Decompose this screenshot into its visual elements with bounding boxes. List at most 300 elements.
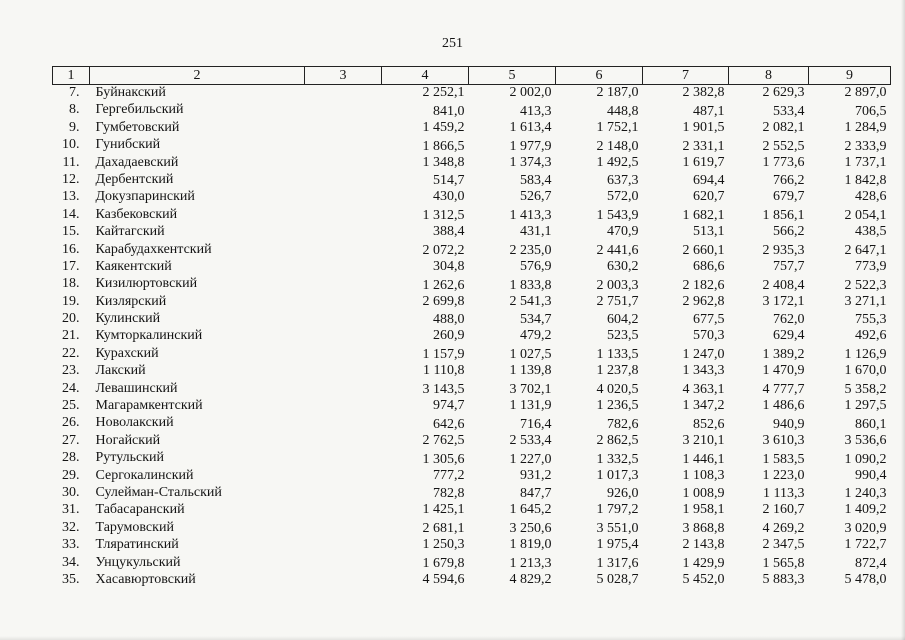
value-col-9: 1 409,2 xyxy=(844,502,887,518)
value-col-7: 3 868,8 xyxy=(682,521,725,537)
value-col-6: 782,6 xyxy=(607,416,639,432)
value-col-7: 2 962,8 xyxy=(682,293,725,309)
value-col-6: 2 187,0 xyxy=(596,85,639,100)
district-name: Магарамкентский xyxy=(95,398,203,414)
value-col-4: 1 679,8 xyxy=(422,555,465,571)
value-col-8: 3 172,1 xyxy=(762,293,805,309)
district-name: Казбековский xyxy=(95,206,178,222)
empty-cell xyxy=(305,102,382,119)
value-col-6: 2 148,0 xyxy=(596,138,639,154)
value-col-4: 4 594,6 xyxy=(422,571,465,587)
value-col-6: 572,0 xyxy=(607,189,639,205)
value-col-5: 1 645,2 xyxy=(509,502,552,518)
table-row xyxy=(53,294,891,311)
empty-cell xyxy=(305,381,382,398)
row-number: 15. xyxy=(62,224,80,240)
value-col-7: 1 429,9 xyxy=(682,555,725,571)
value-col-9: 428,6 xyxy=(855,189,887,205)
value-col-5: 583,4 xyxy=(520,173,552,189)
value-col-6: 1 236,5 xyxy=(596,398,639,414)
value-col-7: 2 182,6 xyxy=(682,277,725,293)
value-col-4: 974,7 xyxy=(433,398,465,414)
value-col-6: 1 797,2 xyxy=(596,502,639,518)
value-col-7: 1 108,3 xyxy=(682,467,725,483)
value-col-6: 1 133,5 xyxy=(596,347,639,363)
value-col-9: 1 297,5 xyxy=(844,398,887,414)
district-name: Новолакский xyxy=(95,415,174,431)
value-col-9: 1 090,2 xyxy=(844,451,887,467)
value-col-4: 642,6 xyxy=(433,416,465,432)
row-number: 28. xyxy=(62,450,80,466)
value-col-9: 5 358,2 xyxy=(844,382,887,398)
table-row xyxy=(53,207,891,224)
empty-cell xyxy=(305,242,382,259)
value-col-6: 1 543,9 xyxy=(596,208,639,224)
value-col-4: 2 681,1 xyxy=(422,521,465,537)
district-name: Кизилюртовский xyxy=(95,276,198,292)
value-col-8: 1 856,1 xyxy=(762,208,805,224)
value-col-6: 1 237,8 xyxy=(596,363,639,379)
empty-cell xyxy=(305,450,382,467)
row-number: 25. xyxy=(62,398,80,414)
value-col-5: 1 374,3 xyxy=(509,154,552,170)
value-col-6: 448,8 xyxy=(607,103,639,119)
value-col-5: 2 002,0 xyxy=(509,85,552,100)
value-col-4: 1 305,6 xyxy=(422,451,465,467)
row-number: 10. xyxy=(62,137,80,153)
value-col-9: 438,5 xyxy=(855,224,887,240)
table-row xyxy=(53,381,891,398)
value-col-7: 852,6 xyxy=(693,416,725,432)
value-col-9: 2 522,3 xyxy=(844,277,887,293)
district-name: Сулейман-Стальский xyxy=(95,484,222,500)
table-row xyxy=(53,398,891,415)
table-row xyxy=(53,555,891,572)
row-number: 7. xyxy=(69,85,80,100)
empty-cell xyxy=(305,259,382,276)
value-col-5: 931,2 xyxy=(520,467,552,483)
value-col-9: 1 126,9 xyxy=(844,347,887,363)
value-col-7: 5 452,0 xyxy=(682,571,725,587)
district-name: Дербентский xyxy=(95,171,174,187)
value-col-8: 940,9 xyxy=(773,416,805,432)
empty-cell xyxy=(305,294,382,311)
value-col-7: 1 008,9 xyxy=(682,486,725,502)
district-name: Унцукульский xyxy=(95,554,181,570)
value-col-8: 5 883,3 xyxy=(762,571,805,587)
value-col-5: 431,1 xyxy=(520,224,552,240)
district-name: Каякентский xyxy=(95,258,172,274)
value-col-8: 1 470,9 xyxy=(762,363,805,379)
value-col-6: 630,2 xyxy=(607,258,639,274)
value-col-7: 2 331,1 xyxy=(682,138,725,154)
district-name: Табасаранский xyxy=(95,502,185,518)
empty-cell xyxy=(305,502,382,519)
empty-cell xyxy=(305,363,382,380)
value-col-7: 1 347,2 xyxy=(682,398,725,414)
table-row xyxy=(53,502,891,519)
value-col-8: 2 160,7 xyxy=(762,502,805,518)
value-col-4: 1 250,3 xyxy=(422,537,465,553)
value-col-8: 757,7 xyxy=(773,258,805,274)
value-col-6: 2 862,5 xyxy=(596,432,639,448)
column-header-7: 7 xyxy=(643,67,729,85)
value-col-4: 2 699,8 xyxy=(422,293,465,309)
value-col-5: 847,7 xyxy=(520,486,552,502)
value-col-8: 679,7 xyxy=(773,189,805,205)
value-col-6: 2 003,3 xyxy=(596,277,639,293)
district-name: Карабудахкентский xyxy=(95,241,212,257)
value-col-5: 1 213,3 xyxy=(509,555,552,571)
value-col-5: 4 829,2 xyxy=(509,571,552,587)
value-col-4: 1 348,8 xyxy=(422,154,465,170)
district-name: Гумбетовский xyxy=(95,119,180,135)
value-col-7: 570,3 xyxy=(693,328,725,344)
value-col-8: 629,4 xyxy=(773,328,805,344)
value-col-5: 3 702,1 xyxy=(509,382,552,398)
table-row xyxy=(53,485,891,502)
value-col-9: 3 536,6 xyxy=(844,432,887,448)
value-col-4: 304,8 xyxy=(433,258,465,274)
value-col-5: 1 833,8 xyxy=(509,277,552,293)
district-name: Тарумовский xyxy=(95,519,174,535)
column-header-6: 6 xyxy=(556,67,643,85)
value-col-4: 1 866,5 xyxy=(422,138,465,154)
empty-cell xyxy=(305,224,382,241)
value-col-4: 430,0 xyxy=(433,189,465,205)
value-col-6: 3 551,0 xyxy=(596,521,639,537)
row-number: 23. xyxy=(62,363,80,379)
column-header-2: 2 xyxy=(90,67,305,85)
row-number: 30. xyxy=(62,484,80,500)
empty-cell xyxy=(305,207,382,224)
value-col-5: 1 613,4 xyxy=(509,119,552,135)
empty-cell xyxy=(305,189,382,206)
value-col-6: 1 975,4 xyxy=(596,537,639,553)
district-name: Рутульский xyxy=(95,450,164,466)
column-header-9: 9 xyxy=(809,67,891,85)
value-col-6: 2 751,7 xyxy=(596,293,639,309)
row-number: 32. xyxy=(62,519,80,535)
value-col-5: 2 235,0 xyxy=(509,242,552,258)
row-number: 22. xyxy=(62,345,80,361)
row-number: 33. xyxy=(62,537,80,553)
district-name: Докузпаринский xyxy=(95,189,195,205)
value-col-5: 2 533,4 xyxy=(509,432,552,448)
empty-cell xyxy=(305,311,382,328)
district-name: Кизлярский xyxy=(95,293,167,309)
row-number: 21. xyxy=(62,328,80,344)
value-col-6: 5 028,7 xyxy=(596,571,639,587)
empty-cell xyxy=(305,537,382,554)
column-header-4: 4 xyxy=(382,67,469,85)
column-header-3: 3 xyxy=(305,67,382,85)
table-body xyxy=(53,85,891,590)
table-row xyxy=(53,120,891,137)
value-col-4: 841,0 xyxy=(433,103,465,119)
district-name: Сергокалинский xyxy=(95,467,194,483)
table-row xyxy=(53,224,891,241)
empty-cell xyxy=(305,398,382,415)
row-number: 24. xyxy=(62,380,80,396)
row-number: 27. xyxy=(62,432,80,448)
value-col-5: 1 819,0 xyxy=(509,537,552,553)
value-col-7: 686,6 xyxy=(693,258,725,274)
value-col-4: 1 459,2 xyxy=(422,119,465,135)
value-col-9: 492,6 xyxy=(855,328,887,344)
value-col-9: 3 271,1 xyxy=(844,293,887,309)
value-col-8: 2 629,3 xyxy=(762,85,805,100)
value-col-8: 1 223,0 xyxy=(762,467,805,483)
value-col-9: 773,9 xyxy=(855,258,887,274)
value-col-7: 1 619,7 xyxy=(682,154,725,170)
row-number: 35. xyxy=(62,571,80,587)
value-col-7: 1 901,5 xyxy=(682,119,725,135)
value-col-4: 388,4 xyxy=(433,224,465,240)
empty-cell xyxy=(305,572,382,589)
district-name: Курахский xyxy=(95,345,159,361)
value-col-6: 1 317,6 xyxy=(596,555,639,571)
value-col-8: 4 777,7 xyxy=(762,382,805,398)
value-col-7: 620,7 xyxy=(693,189,725,205)
district-name: Тляратинский xyxy=(95,537,179,553)
value-col-7: 677,5 xyxy=(693,312,725,328)
row-number: 16. xyxy=(62,241,80,257)
table-row xyxy=(53,433,891,450)
value-col-5: 2 541,3 xyxy=(509,293,552,309)
table-row xyxy=(53,137,891,154)
scan-shadow-bottom xyxy=(0,636,905,640)
empty-cell xyxy=(305,276,382,293)
value-col-8: 2 935,3 xyxy=(762,242,805,258)
table-row xyxy=(53,363,891,380)
table-row xyxy=(53,85,891,103)
value-col-5: 576,9 xyxy=(520,258,552,274)
value-col-6: 523,5 xyxy=(607,328,639,344)
table-row xyxy=(53,450,891,467)
value-col-4: 2 252,1 xyxy=(422,85,465,100)
value-col-9: 1 670,0 xyxy=(844,363,887,379)
column-header-1: 1 xyxy=(53,67,90,85)
value-col-4: 488,0 xyxy=(433,312,465,328)
value-col-7: 1 958,1 xyxy=(682,502,725,518)
value-col-7: 487,1 xyxy=(693,103,725,119)
district-name: Гунибский xyxy=(95,137,161,153)
value-col-5: 413,3 xyxy=(520,103,552,119)
value-col-6: 926,0 xyxy=(607,486,639,502)
value-col-5: 479,2 xyxy=(520,328,552,344)
column-number-row xyxy=(53,67,891,85)
table-row xyxy=(53,276,891,293)
value-col-9: 1 722,7 xyxy=(844,537,887,553)
district-name: Дахадаевский xyxy=(95,154,179,170)
value-col-4: 260,9 xyxy=(433,328,465,344)
value-col-9: 872,4 xyxy=(855,555,887,571)
value-col-7: 4 363,1 xyxy=(682,382,725,398)
table-row xyxy=(53,155,891,172)
empty-cell xyxy=(305,415,382,432)
row-number: 26. xyxy=(62,415,80,431)
value-col-6: 1 492,5 xyxy=(596,154,639,170)
table-row xyxy=(53,415,891,432)
value-col-8: 1 113,3 xyxy=(763,486,805,502)
value-col-7: 2 382,8 xyxy=(682,85,725,100)
value-col-4: 782,8 xyxy=(433,486,465,502)
empty-cell xyxy=(305,120,382,137)
value-col-6: 1 752,1 xyxy=(596,119,639,135)
value-col-9: 1 842,8 xyxy=(844,173,887,189)
value-col-4: 1 262,6 xyxy=(422,277,465,293)
empty-cell xyxy=(305,485,382,502)
table-row xyxy=(53,346,891,363)
value-col-7: 3 210,1 xyxy=(682,432,725,448)
value-col-5: 526,7 xyxy=(520,189,552,205)
value-col-7: 694,4 xyxy=(693,173,725,189)
row-number: 31. xyxy=(62,502,80,518)
row-number: 20. xyxy=(62,311,80,327)
table-row xyxy=(53,102,891,119)
value-col-5: 1 227,0 xyxy=(509,451,552,467)
value-col-7: 1 343,3 xyxy=(682,363,725,379)
value-col-8: 2 552,5 xyxy=(762,138,805,154)
row-number: 19. xyxy=(62,293,80,309)
value-col-4: 2 072,2 xyxy=(422,242,465,258)
value-col-6: 4 020,5 xyxy=(596,382,639,398)
table-row xyxy=(53,520,891,537)
value-col-7: 513,1 xyxy=(693,224,725,240)
district-name: Гергебильский xyxy=(95,102,184,118)
empty-cell xyxy=(305,172,382,189)
value-col-5: 1 977,9 xyxy=(509,138,552,154)
scan-shadow-right xyxy=(901,0,905,640)
column-header-8: 8 xyxy=(729,67,809,85)
row-number: 17. xyxy=(62,258,80,274)
value-col-8: 2 082,1 xyxy=(762,119,805,135)
value-col-9: 2 054,1 xyxy=(844,208,887,224)
value-col-7: 2 143,8 xyxy=(682,537,725,553)
district-name: Кайтагский xyxy=(95,224,165,240)
page-number: 251 xyxy=(442,36,463,51)
table-row xyxy=(53,259,891,276)
table-row xyxy=(53,242,891,259)
table-row xyxy=(53,468,891,485)
value-col-8: 1 583,5 xyxy=(762,451,805,467)
table-row xyxy=(53,311,891,328)
table-row xyxy=(53,572,891,589)
district-data-table xyxy=(52,66,891,589)
value-col-4: 2 762,5 xyxy=(422,432,465,448)
empty-cell xyxy=(305,555,382,572)
row-number: 12. xyxy=(62,171,80,187)
value-col-4: 3 143,5 xyxy=(422,382,465,398)
table-row xyxy=(53,189,891,206)
value-col-5: 716,4 xyxy=(520,416,552,432)
value-col-9: 5 478,0 xyxy=(844,571,887,587)
value-col-8: 1 389,2 xyxy=(762,347,805,363)
empty-cell xyxy=(305,520,382,537)
value-col-9: 706,5 xyxy=(855,103,887,119)
value-col-5: 534,7 xyxy=(520,312,552,328)
district-name: Кумторкалинский xyxy=(95,328,203,344)
value-col-8: 4 269,2 xyxy=(762,521,805,537)
value-col-8: 533,4 xyxy=(773,103,805,119)
row-number: 8. xyxy=(69,102,80,118)
district-name: Лакский xyxy=(95,363,146,379)
value-col-4: 1 312,5 xyxy=(422,208,465,224)
table-row xyxy=(53,537,891,554)
value-col-6: 1 017,3 xyxy=(596,467,639,483)
value-col-6: 637,3 xyxy=(607,173,639,189)
empty-cell xyxy=(305,85,382,103)
value-col-9: 990,4 xyxy=(855,467,887,483)
value-col-5: 1 131,9 xyxy=(509,398,552,414)
value-col-9: 1 240,3 xyxy=(844,486,887,502)
district-name: Кулинский xyxy=(95,311,161,327)
value-col-6: 1 332,5 xyxy=(596,451,639,467)
value-col-5: 1 027,5 xyxy=(509,347,552,363)
value-col-9: 2 897,0 xyxy=(844,85,887,100)
value-col-7: 2 660,1 xyxy=(682,242,725,258)
empty-cell xyxy=(305,346,382,363)
table-row xyxy=(53,328,891,345)
table-header xyxy=(53,67,891,85)
district-name: Буйнакский xyxy=(95,85,166,100)
value-col-8: 3 610,3 xyxy=(762,432,805,448)
row-number: 18. xyxy=(62,276,80,292)
value-col-8: 2 347,5 xyxy=(762,537,805,553)
value-col-8: 762,0 xyxy=(773,312,805,328)
value-col-4: 1 425,1 xyxy=(422,502,465,518)
value-col-6: 2 441,6 xyxy=(596,242,639,258)
row-number: 14. xyxy=(62,206,80,222)
district-name: Левашинский xyxy=(95,380,178,396)
value-col-7: 1 247,0 xyxy=(682,347,725,363)
value-col-9: 1 284,9 xyxy=(844,119,887,135)
value-col-5: 1 139,8 xyxy=(509,363,552,379)
value-col-8: 766,2 xyxy=(773,173,805,189)
value-col-8: 1 565,8 xyxy=(762,555,805,571)
value-col-9: 2 333,9 xyxy=(844,138,887,154)
value-col-5: 3 250,6 xyxy=(509,521,552,537)
value-col-8: 1 486,6 xyxy=(762,398,805,414)
empty-cell xyxy=(305,468,382,485)
district-name: Ногайский xyxy=(95,432,161,448)
value-col-5: 1 413,3 xyxy=(509,208,552,224)
value-col-4: 514,7 xyxy=(433,173,465,189)
row-number: 34. xyxy=(62,554,80,570)
value-col-9: 860,1 xyxy=(855,416,887,432)
table-row xyxy=(53,172,891,189)
value-col-9: 1 737,1 xyxy=(844,154,887,170)
value-col-9: 3 020,9 xyxy=(844,521,887,537)
empty-cell xyxy=(305,137,382,154)
value-col-9: 2 647,1 xyxy=(844,242,887,258)
value-col-4: 1 110,8 xyxy=(423,363,465,379)
district-name: Хасавюртовский xyxy=(95,571,196,587)
row-number: 29. xyxy=(62,467,80,483)
value-col-6: 470,9 xyxy=(607,224,639,240)
value-col-8: 2 408,4 xyxy=(762,277,805,293)
empty-cell xyxy=(305,433,382,450)
district-table-container xyxy=(52,66,890,589)
value-col-4: 777,2 xyxy=(433,467,465,483)
column-header-5: 5 xyxy=(469,67,556,85)
row-number: 9. xyxy=(69,119,80,135)
value-col-9: 755,3 xyxy=(855,312,887,328)
row-number: 13. xyxy=(62,189,80,205)
empty-cell xyxy=(305,328,382,345)
value-col-7: 1 682,1 xyxy=(682,208,725,224)
